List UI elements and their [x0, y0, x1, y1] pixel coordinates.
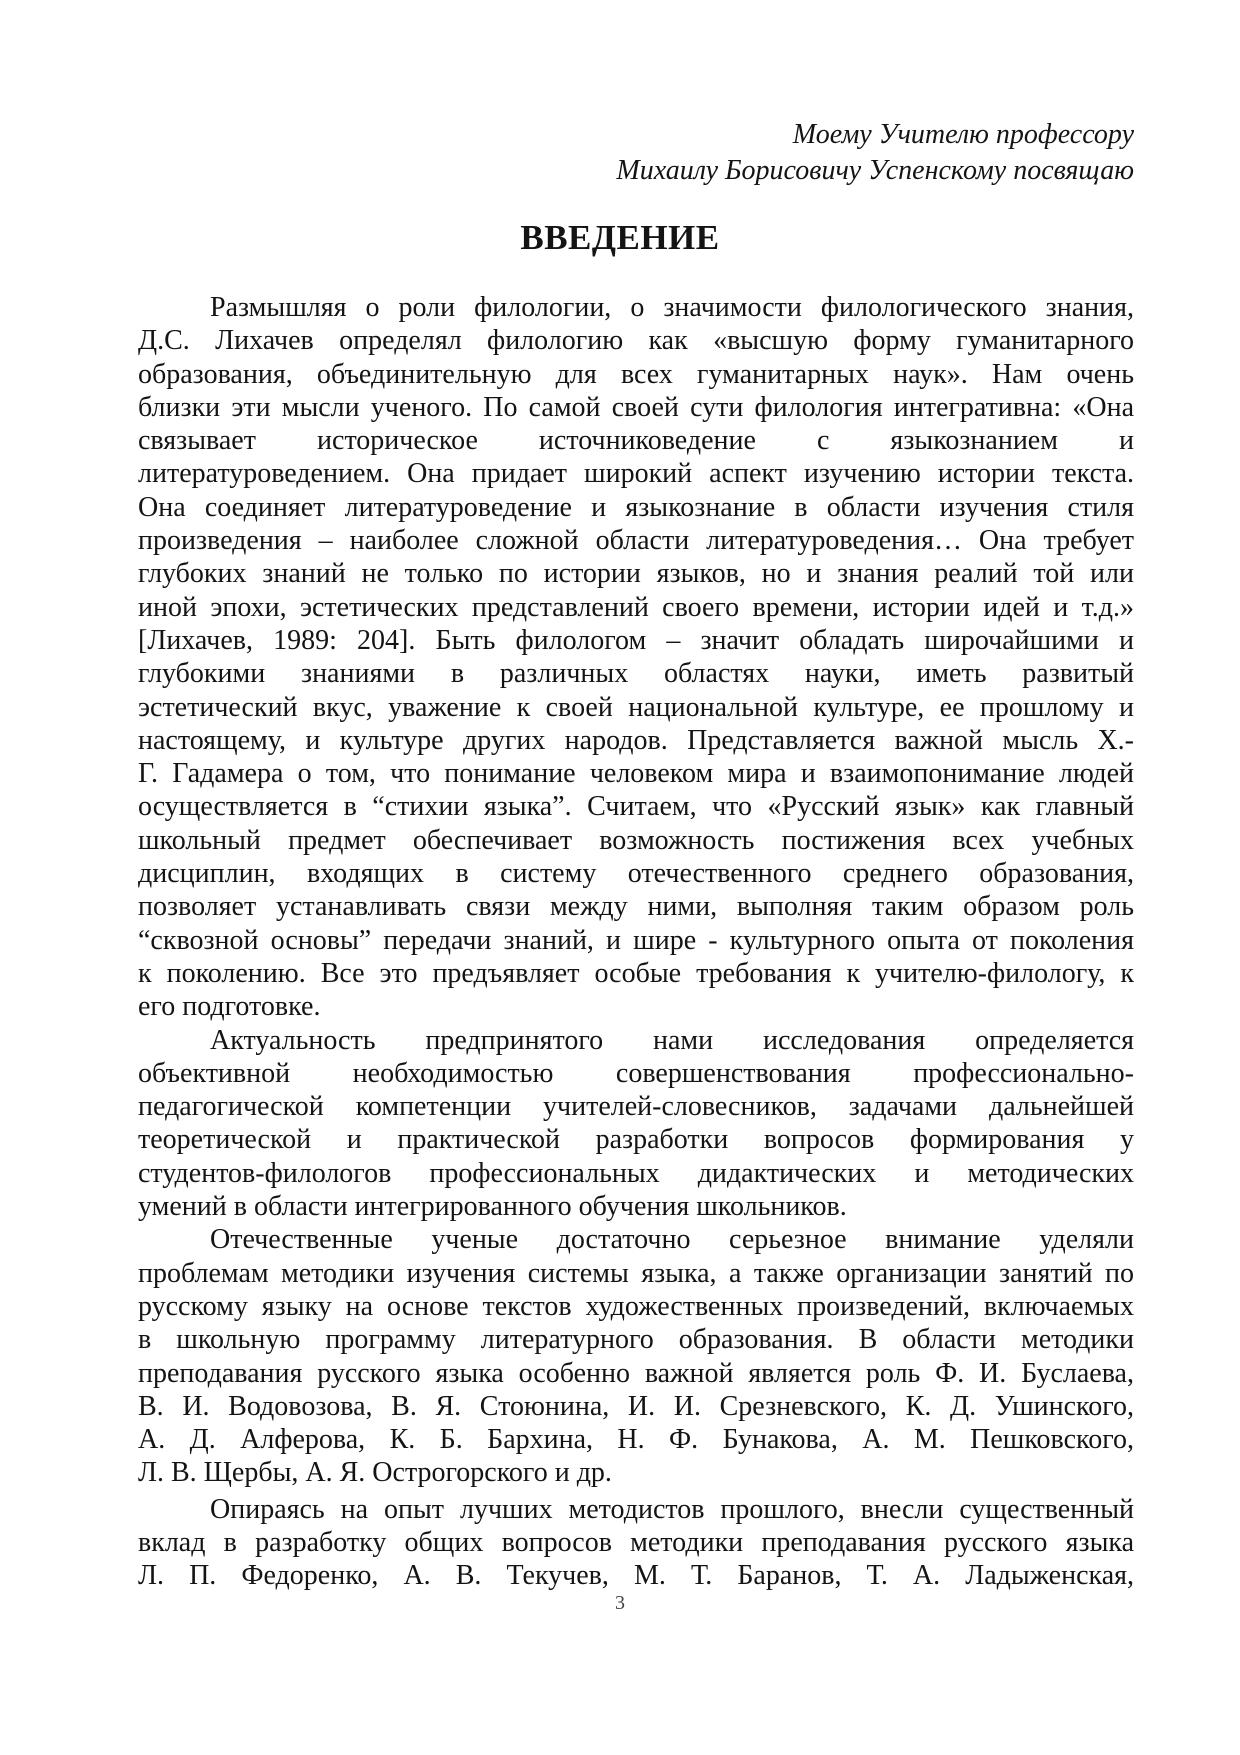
text-line: глубокими знаниями в различных областях науки, иметь развитый	[138, 658, 1134, 690]
text-line: дисциплин, входящих в систему отечественного среднего образования,	[138, 858, 1134, 890]
page-number: 3	[615, 1592, 625, 1614]
text-line: педагогической компетенции учителей-словесников, задачами дальнейшей	[138, 1091, 1134, 1123]
text-line: преподавания русского языка особенно важной является роль Ф. И. Буслаева,	[138, 1357, 1134, 1389]
text-line: связывает историческое источниковедение с языкознанием и	[138, 425, 1134, 457]
text-line: Д.С. Лихачев определял филологию как «высшую форму гуманитарного	[138, 325, 1134, 357]
text-line: эстетический вкус, уважение к своей национальной культуре, ее прошлому и	[138, 691, 1134, 723]
text-line: его подготовке.	[138, 991, 321, 1023]
text-line: школьный предмет обеспечивает возможность постижения всех учебных	[138, 824, 1134, 856]
text-line: Л. В. Щербы, А. Я. Острогорского и др.	[138, 1457, 612, 1489]
text-line: глубоких знаний не только по истории языков, но и знания реалий той или	[138, 558, 1134, 590]
text-line: вклад в разработку общих вопросов методики преподавания русского языка	[138, 1526, 1134, 1558]
text-line: образования, объединительную для всех гуманитарных наук». Нам очень	[138, 358, 1134, 390]
paragraph	[138, 1493, 1134, 1593]
text-line: проблемам методики изучения системы языка, а также организации занятий по	[138, 1257, 1134, 1289]
text-line: русскому языку на основе текстов художественных произведений, включаемых	[138, 1290, 1134, 1322]
text-line: Актуальность предпринятого нами исследования определяется	[210, 1024, 1134, 1056]
paragraph	[138, 1024, 1134, 1224]
text-line: теоретической и практической разработки вопросов формирования у	[138, 1124, 1134, 1156]
text-line: в школьную программу литературного образования. В области методики	[138, 1324, 1134, 1356]
text-line: Опираясь на опыт лучших методистов прошлого, внесли существенный	[210, 1493, 1134, 1525]
text-line: произведения – наиболее сложной области литературоведения… Она требует	[138, 525, 1134, 557]
epigraph-line: Михаилу Борисовичу Успенскому посвящаю	[616, 155, 1134, 186]
text-line: Л. П. Федоренко, А. В. Текучев, М. Т. Баранов, Т. А. Ладыженская,	[138, 1560, 1134, 1592]
text-line: литературоведением. Она придает широкий аспект изучению истории текста.	[138, 458, 1134, 490]
text-line: А. Д. Алферова, К. Б. Бархина, Н. Ф. Бунакова, А. М. Пешковского,	[138, 1424, 1134, 1456]
text-line: Размышляя о роли филологии, о значимости филологического знания,	[210, 292, 1134, 323]
text-line: близки эти мысли ученого. По самой своей сути филология интегративна: «Она	[138, 391, 1134, 423]
text-line: иной эпохи, эстетических представлений своего времени, истории идей и т.д.»	[138, 591, 1134, 623]
text-line: [Лихачев, 1989: 204]. Быть филологом – значит обладать широчайшими и	[138, 624, 1134, 656]
text-line: студентов-филологов профессиональных дидактических и методических	[138, 1157, 1134, 1189]
epigraph	[616, 117, 1134, 189]
page-title: ВВЕДЕНИЕ	[520, 218, 720, 257]
paragraph	[138, 1223, 1134, 1489]
text-line: к поколению. Все это предъявляет особые требования к учителю-филологу, к	[138, 957, 1134, 989]
epigraph-line: Моему Учителю профессору	[792, 119, 1134, 150]
text-line: осуществляется в “стихии языка”. Считаем, что «Русский язык» как главный	[138, 791, 1134, 823]
paragraph	[138, 291, 1134, 1024]
text-line: В. И. Водовозова, В. Я. Стоюнина, И. И. Срезневского, К. Д. Ушинского,	[138, 1390, 1134, 1422]
body-text	[138, 291, 1134, 1593]
text-line: настоящему, и культуре других народов. Представляется важной мысль Х.-	[138, 724, 1134, 756]
text-line: позволяет устанавливать связи между ними, выполняя таким образом роль	[138, 891, 1134, 923]
text-line: Она соединяет литературоведение и языкознание в области изучения стиля	[138, 491, 1134, 523]
text-line: Отечественные ученые достаточно серьезное внимание уделяли	[210, 1224, 1134, 1256]
text-line: Г. Гадамера о том, что понимание человеком мира и взаимопонимание людей	[138, 758, 1134, 790]
text-line: умений в области интегрированного обучения школьников.	[138, 1191, 847, 1223]
text-line: объективной необходимостью совершенствования профессионально-	[138, 1057, 1134, 1089]
text-line: “сквозной основы” передачи знаний, и шире - культурного опыта от поколения	[138, 924, 1134, 956]
